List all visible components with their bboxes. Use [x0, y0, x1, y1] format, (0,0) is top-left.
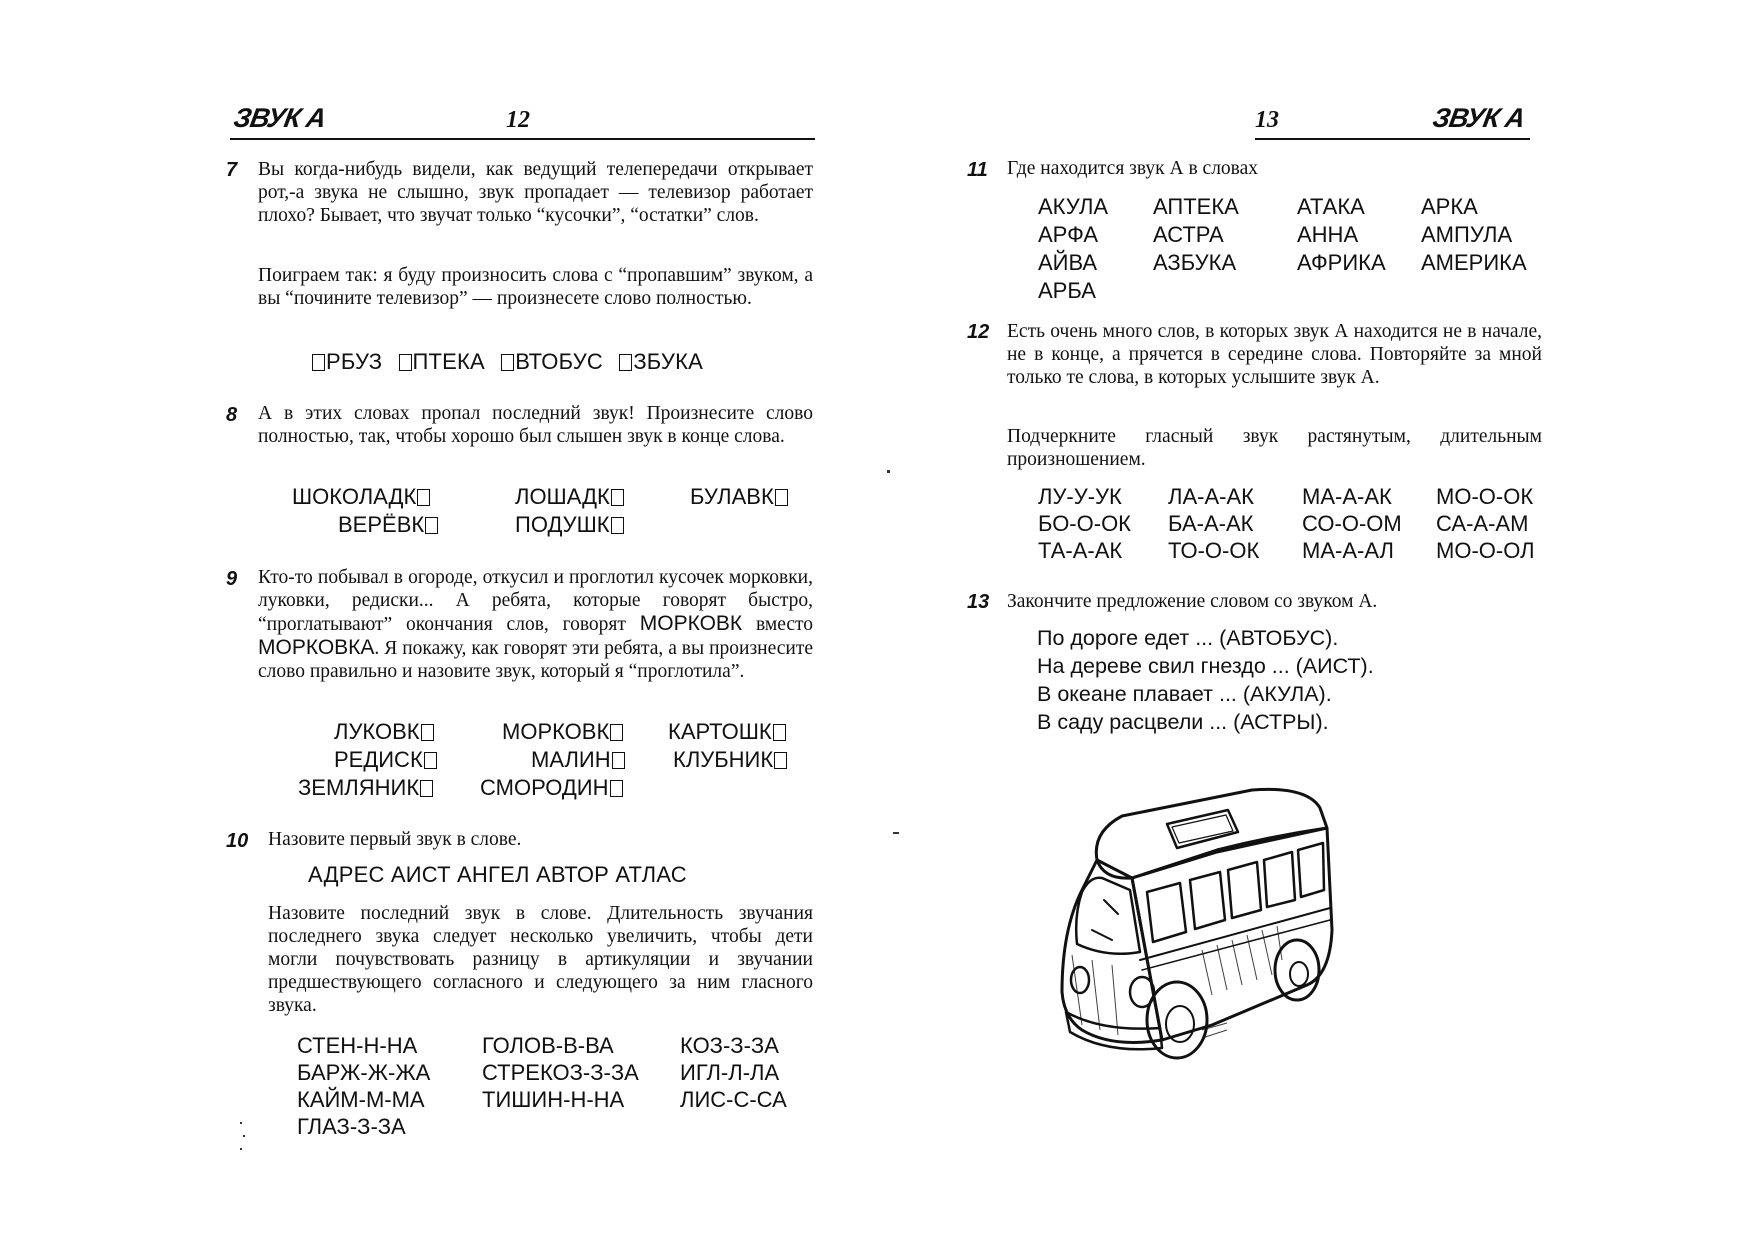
task-8-text: А в этих словах пропал последний звук! Произнесите слово полностью, так, чтобы хорошо был слышен звук в конце слова. — [258, 403, 813, 447]
right-header-word: ЗВУК А — [1430, 103, 1527, 133]
task-13-text: Закончите предложение словом со звуком А. — [1007, 591, 1378, 612]
word: БО-О-ОК — [1038, 511, 1131, 536]
word: ЛОШАДК — [515, 484, 625, 510]
word: МАЛИН — [531, 747, 626, 773]
task-10-text-2: Назовите последний звук в слове. Длительность звучания последнего звука следует несколько увеличить, чтобы дети могли почувствовать разницу в артикуляции и звучании предшествующего согласного и следующего за ним гласного звука. — [268, 903, 813, 1016]
bus-illustration — [1052, 780, 1362, 1110]
word: ГЛАЗ-З-ЗА — [297, 1114, 406, 1139]
left-header — [230, 104, 815, 140]
word: ТО-О-ОК — [1168, 538, 1260, 563]
word: РБУЗ — [326, 349, 383, 374]
word: АРКА — [1421, 194, 1478, 219]
word: СТРЕКОЗ-З-ЗА — [482, 1060, 639, 1085]
task-7-text-1: Вы когда-нибудь видели, как ведущий телепередачи открывает рот,-а звука не слышно, звук пропадает — телевизор работает плохо? Бывает, что звучат только “кусочки”, “остатки” слов. — [258, 159, 813, 226]
word: ЗЕМЛЯНИК — [298, 775, 434, 801]
sentence: На дереве свил гнездо ... (АИСТ). — [1037, 654, 1374, 678]
sentence: По дороге едет ... (АВТОБУС). — [1037, 626, 1339, 650]
word: ЛУКОВК — [334, 719, 435, 745]
word: СТЕН-Н-НА — [297, 1033, 418, 1058]
word: СМОРОДИН — [480, 775, 624, 801]
word: МОРКОВК — [502, 719, 624, 745]
left-header-word: ЗВУК А — [231, 103, 328, 133]
sentence: В саду расцвели ... (АСТРЫ). — [1037, 710, 1329, 734]
word: АЙВА — [1038, 250, 1098, 275]
right-page — [877, 0, 1754, 1240]
word: АЗБУКА — [1153, 250, 1237, 275]
word: БАРЖ-Ж-ЖА — [297, 1060, 431, 1085]
task-number: 9 — [226, 568, 238, 590]
word: АМЕРИКА — [1421, 250, 1527, 275]
word: БА-А-АК — [1168, 511, 1254, 536]
word: СА-А-АМ — [1436, 511, 1529, 536]
word: АФРИКА — [1297, 250, 1386, 275]
task-number: 7 — [226, 159, 238, 181]
task-number: 8 — [226, 404, 238, 426]
task-10-first-words: АДРЕС АИСТ АНГЕЛ АВТОР АТЛАС — [308, 862, 687, 887]
left-page-number: 12 — [506, 107, 530, 133]
task-7-text-2: Поиграем так: я буду произносить слова с “пропавшим” звуком, а вы “почините телевизор” — произнесете слово полностью. — [258, 265, 813, 309]
word: КАЙМ-М-МА — [297, 1087, 425, 1112]
word: ПОДУШК — [515, 512, 625, 538]
word: МА-А-АЛ — [1302, 538, 1394, 563]
word: КЛУБНИК — [673, 747, 788, 773]
task-11-text: Где находится звук А в словах — [1007, 158, 1259, 179]
word: ЛА-А-АК — [1168, 484, 1254, 509]
word: МА-А-АК — [1302, 484, 1392, 509]
word: МО-О-ОК — [1436, 484, 1534, 509]
word: ВТОБУС — [515, 349, 603, 374]
word: РЕДИСК — [334, 747, 438, 773]
word: МО-О-ОЛ — [1436, 538, 1535, 563]
word: АТАКА — [1297, 194, 1365, 219]
word: АКУЛА — [1038, 194, 1109, 219]
task-number: 12 — [967, 321, 990, 343]
word: ЛУ-У-УК — [1038, 484, 1122, 509]
word: КОЗ-З-ЗА — [680, 1033, 779, 1058]
sentence: В океане плавает ... (АКУЛА). — [1037, 682, 1332, 706]
task-9-text: Кто-то побывал в огороде, откусил и проглотил кусочек морковки, луковки, редиски... А ребята, которые говорят быстро, “проглатывают” окончания слов, говорят МОРКОВК вместо МОРКОВКА. Я покажу, как говорят эти ребята, а вы произнесите слово правильно и назовите звук, который я “проглотила”. — [258, 567, 814, 682]
word: ГОЛОВ-В-ВА — [482, 1033, 614, 1058]
task-12-text-2: Подчеркните гласный звук растянутым, длительным произношением. — [1007, 426, 1542, 470]
task-12-text-1: Есть очень много слов, в которых звук А находится не в начале, не в конце, а прячется в середине слова. Повторяйте за мной только те слова, в которых услышите звук А. — [1007, 321, 1542, 388]
word: АННА — [1297, 222, 1359, 247]
word: ТА-А-АК — [1038, 538, 1123, 563]
word: ВЕРЁВК — [338, 512, 439, 538]
task-number: 13 — [967, 591, 990, 613]
word: СО-О-ОМ — [1302, 511, 1402, 536]
word: АПТЕКА — [1153, 194, 1239, 219]
word: КАРТОШК — [668, 719, 787, 745]
right-header — [1255, 104, 1530, 140]
word: ШОКОЛАДК — [292, 484, 431, 510]
task-number: 10 — [226, 830, 249, 852]
word: ИГЛ-Л-ЛА — [680, 1060, 780, 1085]
word: БУЛАВК — [690, 484, 789, 510]
task-7-words — [311, 349, 703, 375]
task-10-text-1: Назовите первый звук в слове. — [268, 829, 522, 850]
word: АРБА — [1038, 278, 1096, 303]
word: ПТЕКА — [412, 349, 485, 374]
word: АРФА — [1038, 222, 1099, 247]
task-number: 11 — [967, 159, 988, 181]
word: АСТРА — [1153, 222, 1224, 247]
right-page-number: 13 — [1255, 107, 1279, 133]
word: АМПУЛА — [1421, 222, 1513, 247]
word: ЗБУКА — [633, 349, 703, 374]
word: ЛИС-С-СА — [680, 1087, 787, 1112]
word: ТИШИН-Н-НА — [482, 1087, 625, 1112]
